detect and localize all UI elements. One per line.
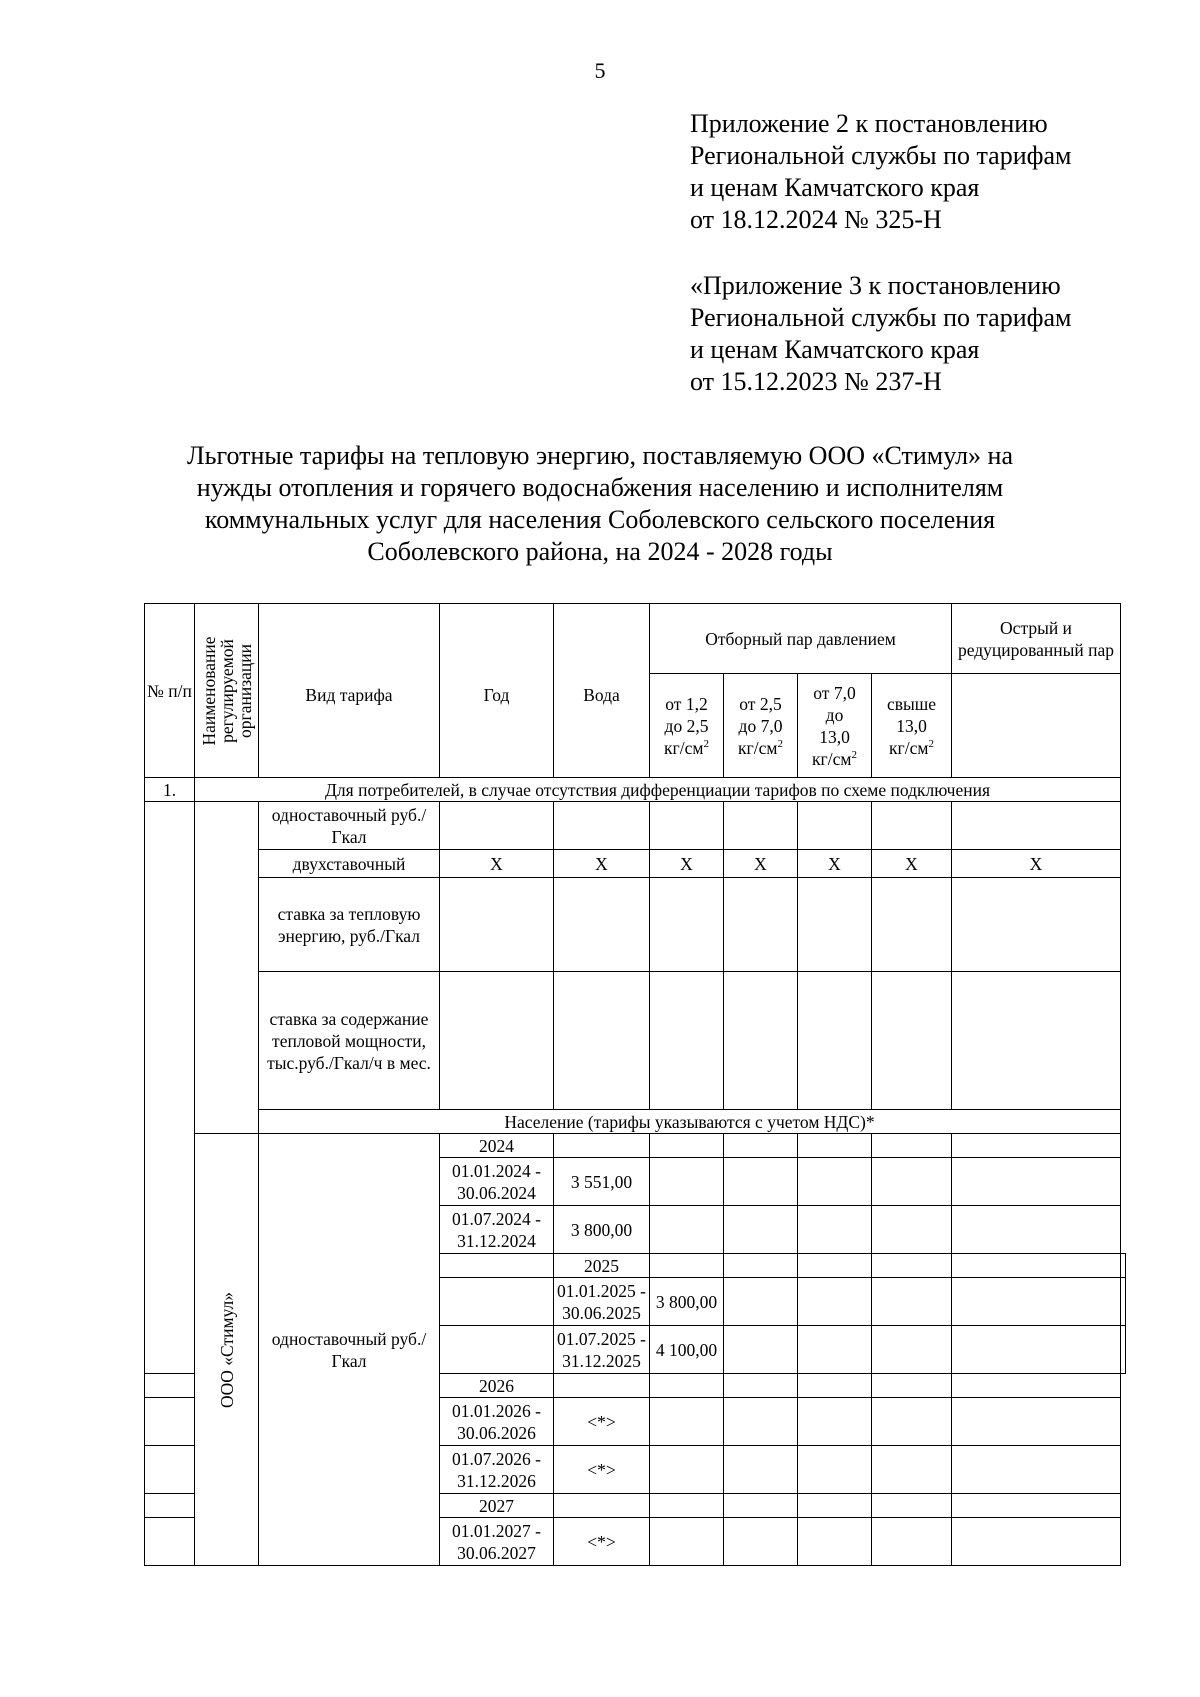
appendix-line: Приложение 2 к постановлению — [690, 109, 1048, 138]
header-sharp-steam: Острый и редуцированный пар — [952, 604, 1121, 674]
header-steam-above-13-0: свыше 13,0 $кг/см^2$ — [872, 674, 952, 778]
number-column-cell — [145, 1398, 195, 1446]
general-single-rate: одноставочный руб./Гкал — [259, 802, 440, 850]
period-cell: 01.07.2026 - 31.12.2026 — [440, 1446, 554, 1494]
appendix-line: и ценам Камчатского края — [690, 335, 980, 364]
organization-name: ООО «Стимул» — [195, 1134, 259, 1566]
period-cell: 01.01.2024 - 30.06.2024 — [440, 1158, 554, 1206]
period-cell: 01.01.2025 - 30.06.2025 — [554, 1278, 650, 1326]
appendix-line: и ценам Камчатского края — [690, 173, 980, 202]
document-title — [120, 440, 1080, 568]
header-steam-group: Отборный пар давлением — [650, 604, 952, 674]
appendix-line: от 18.12.2024 № 325-Н — [690, 205, 942, 234]
population-title: Население (тарифы указываются с учетом НДС)* — [259, 1110, 1121, 1134]
appendix-line: «Приложение 3 к постановлению — [690, 271, 1061, 300]
title-line: Льготные тарифы на тепловую энергию, поставляемую ООО «Стимул» на — [186, 441, 1014, 470]
x-mark: X — [650, 850, 724, 878]
water-value: 4 100,00 — [650, 1326, 724, 1374]
population-tariff-type: одноставочный руб./Гкал — [259, 1134, 440, 1566]
page-number: 5 — [594, 58, 606, 83]
water-value: 3 800,00 — [650, 1278, 724, 1326]
header-tariff-type: Вид тарифа — [259, 604, 440, 778]
number-column-cell — [145, 802, 195, 1374]
x-mark: X — [724, 850, 798, 878]
period-cell: 01.07.2025 - 31.12.2025 — [554, 1326, 650, 1374]
water-value: <*> — [554, 1518, 650, 1566]
number-column-cell — [145, 1518, 195, 1566]
water-value: <*> — [554, 1398, 650, 1446]
general-heat-rate: ставка за тепловую энергию, руб./Гкал — [259, 878, 440, 972]
appendix-original-reference — [690, 270, 1071, 398]
organization-column-cell — [195, 802, 259, 1134]
year-row: 2025 — [554, 1254, 650, 1278]
number-column-cell — [145, 1374, 195, 1398]
header-steam-1-2-to-2-5: от 1,2 до 2,5 $кг/см^2$ — [650, 674, 724, 778]
header-steam-7-0-to-13-0: от 7,0 до 13,0 $кг/см^2$ — [798, 674, 872, 778]
water-value: 3 800,00 — [554, 1206, 650, 1254]
period-cell: 01.01.2027 - 30.06.2027 — [440, 1518, 554, 1566]
title-line: нужды отопления и горячего водоснабжения населению и исполнителям — [196, 473, 1004, 502]
header-number: № п/п — [145, 604, 195, 778]
number-column-cell — [440, 1278, 554, 1326]
header-year: Год — [440, 604, 554, 778]
x-mark: X — [440, 850, 554, 878]
section-title: Для потребителей, в случае отсутствия дифференциации тарифов по схеме подключения — [195, 778, 1121, 802]
appendix-line: Региональной службы по тарифам — [690, 141, 1072, 170]
general-two-rate: двухставочный — [259, 850, 440, 878]
tariff-table — [144, 603, 1126, 1566]
year-row: 2024 — [440, 1134, 554, 1158]
number-column-cell — [440, 1254, 554, 1278]
water-value: 3 551,00 — [554, 1158, 650, 1206]
number-column-cell — [145, 1446, 195, 1494]
appendix-line: Региональной службы по тарифам — [690, 303, 1072, 332]
year-row: 2027 — [440, 1494, 554, 1518]
header-sharp-steam-empty — [952, 674, 1121, 778]
x-mark: X — [872, 850, 952, 878]
period-cell: 01.07.2024 - 31.12.2024 — [440, 1206, 554, 1254]
period-cell: 01.01.2026 - 30.06.2026 — [440, 1398, 554, 1446]
number-column-cell — [440, 1326, 554, 1374]
x-mark: X — [554, 850, 650, 878]
water-value: <*> — [554, 1446, 650, 1494]
number-column-cell — [145, 1494, 195, 1518]
title-line: Соболевского района, на 2024 - 2028 годы — [367, 537, 833, 566]
appendix-line: от 15.12.2023 № 237-Н — [690, 367, 942, 396]
general-capacity-rate: ставка за содержание тепловой мощности, тыс.руб./Гкал/ч в мес. — [259, 972, 440, 1110]
header-organization: Наименование регулируемой организации — [195, 604, 259, 778]
header-water: Вода — [554, 604, 650, 778]
x-mark: X — [952, 850, 1121, 878]
x-mark: X — [798, 850, 872, 878]
header-steam-2-5-to-7-0: от 2,5 до 7,0 $кг/см^2$ — [724, 674, 798, 778]
appendix-current-reference — [690, 108, 1071, 236]
section-number: 1. — [145, 778, 195, 802]
year-row: 2026 — [440, 1374, 554, 1398]
title-line: коммунальных услуг для населения Соболевского сельского поселения — [204, 505, 996, 534]
